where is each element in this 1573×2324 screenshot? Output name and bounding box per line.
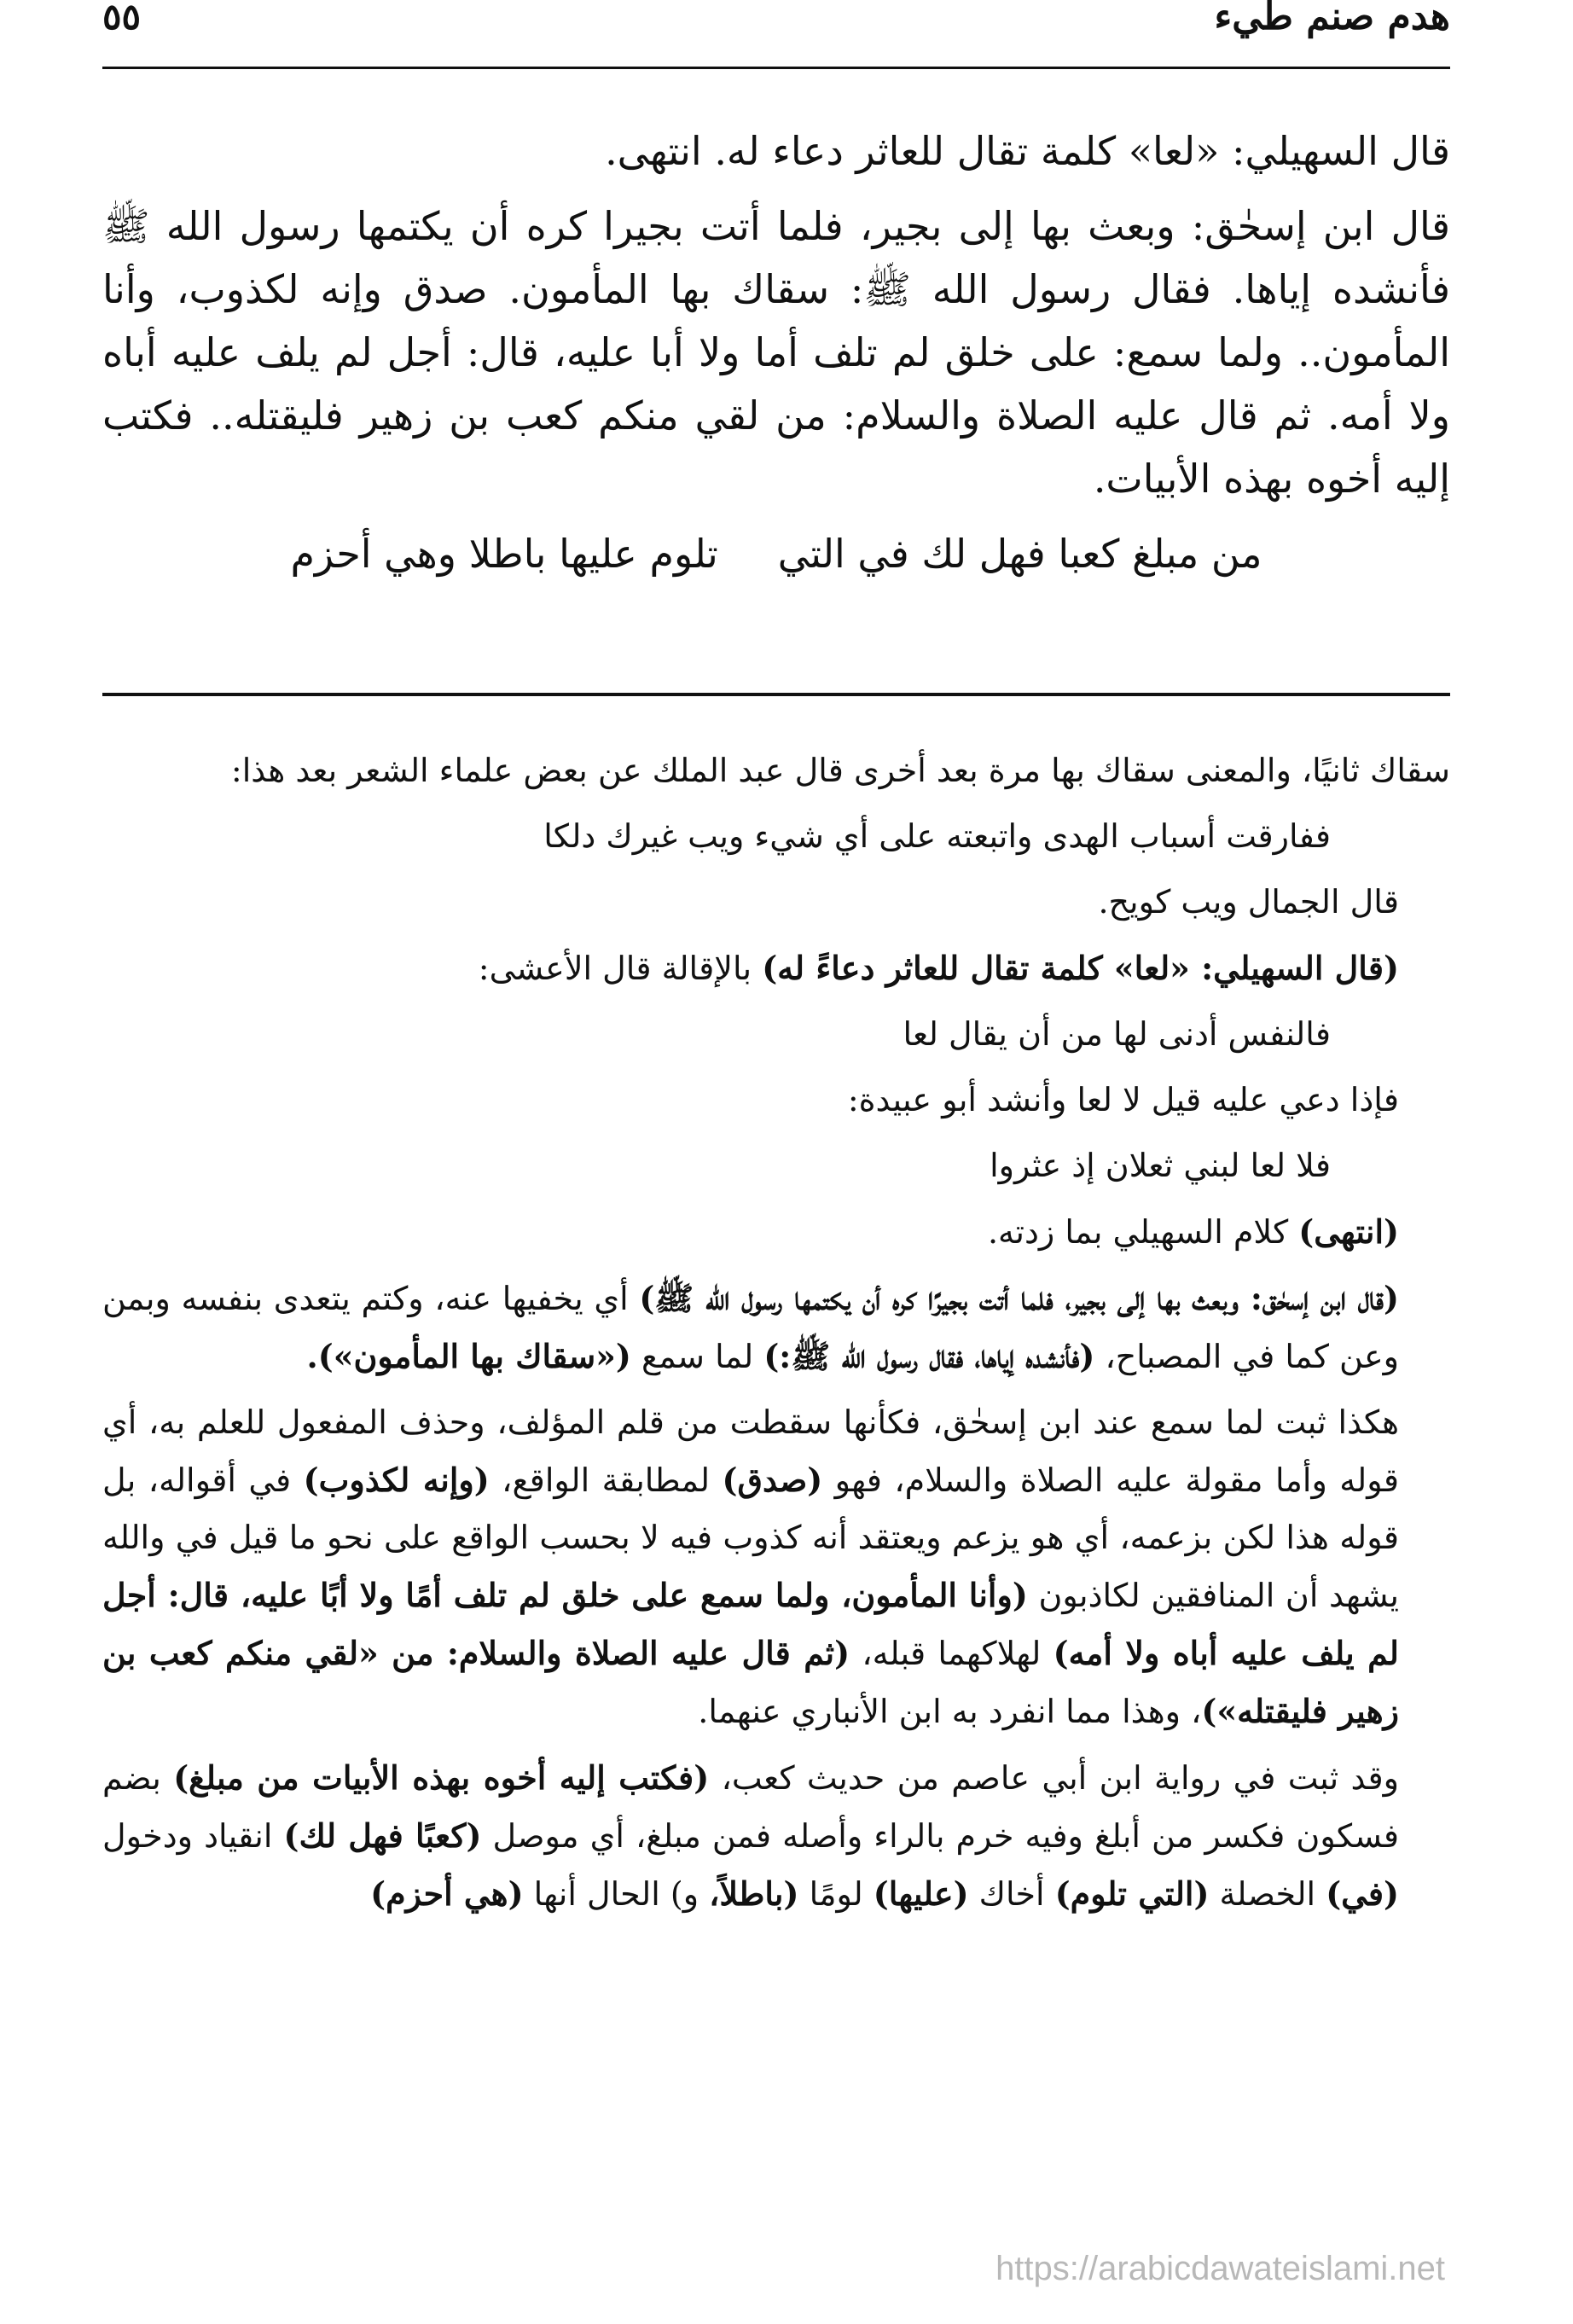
commentary-text-run: لومًا <box>798 1875 874 1913</box>
footnote-separator <box>102 693 1450 696</box>
commentary-paragraph-3 <box>102 939 1450 997</box>
quoted-text: (ثم قال عليه الصلاة والسلام: من «لقي منكم كعب بن زهير فليقتله») <box>102 1634 1399 1730</box>
commentary-text-run: وقد ثبت في رواية ابن أبي عاصم من حديث كعب، <box>709 1759 1399 1797</box>
quoted-text: (فكتب إليه أخوه بهذه الأبيات من مبلغ) <box>173 1758 710 1797</box>
quoted-text: (انتهى) <box>1298 1212 1399 1251</box>
commentary-verse-1: ففارقت أسباب الهدى واتبعته على أي شيء ويب غيرك دلكا <box>543 817 1331 855</box>
commentary-text-run: في أقواله، بل قوله هذا لكن بزعمه، أي هو يزعم ويعتقد أنه كذوب فيه لا بحسب الواقع على نحو ما قيل في والله يشهد أن المنافقين لكاذبون <box>102 1461 1399 1614</box>
verse-second-hemistich: تلوم عليها باطلا وهي أحزم <box>290 531 718 577</box>
commentary-text-run: بضم فسكون فكسر من أبلغ وفيه خرم بالراء وأصله فمن مبلغ، أي موصل <box>102 1759 1399 1855</box>
page-header <box>102 0 1450 51</box>
commentary-paragraph-8 <box>102 1749 1450 1923</box>
quoted-text: (هي أحزم) <box>370 1874 524 1913</box>
commentary-paragraph-2: قال الجمال ويب كويح. <box>1098 883 1399 921</box>
quoted-text: (قال ابن إسحٰق: وبعث بها إلى بجير، فلما أتت بجيرًا كره أن يكتمها رسول الله ﷺ) <box>639 1279 1399 1317</box>
quoted-text: (فأنشده إياها، فقال رسول الله ﷺ:) <box>763 1337 1095 1375</box>
commentary-text-run: كلام السهيلي بما زدته. <box>987 1213 1299 1251</box>
watermark-url: https://arabicdawateislami.net <box>995 2250 1445 2287</box>
quoted-text: (كعبًا فهل لك) <box>283 1816 482 1855</box>
commentary-text-run: هكذا ثبت لما سمع عند ابن إسحٰق، فكأنها سقطت من قلم المؤلف، وحذف المفعول للعلم به، أي قوله وأما مقولة عليه الصلاة والسلام، فهو <box>102 1403 1400 1499</box>
commentary-text-run: أي يخفيها عنه، وكتم يتعدى بنفسه وبمن وعن كما في المصباح، <box>102 1280 1399 1375</box>
quoted-text: (قال السهيلي: «لعا» كلمة تقال للعاثر دعاءً له) <box>762 949 1399 987</box>
commentary-text-run: لما سمع <box>630 1338 764 1375</box>
page-number: ٥٥ <box>102 0 142 38</box>
quoted-text: («سقاك بها المأمون»). <box>306 1337 631 1375</box>
quoted-text: (في) <box>1326 1874 1399 1913</box>
main-paragraph-1: قال السهيلي: «لعا» كلمة تقال للعاثر دعاء له. انتهى. <box>605 128 1450 174</box>
commentary-text-run: ، وهذا مما انفرد به ابن الأنباري عنهما. <box>698 1693 1202 1730</box>
commentary-paragraph-4: فإذا دعي عليه قيل لا لعا وأنشد أبو عبيدة: <box>847 1081 1399 1118</box>
commentary-paragraph-5 <box>102 1203 1450 1261</box>
quoted-text: (باطلاً، <box>709 1874 799 1913</box>
verse-first-hemistich: من مبلغ كعبا فهل لك في التي <box>777 531 1262 577</box>
quoted-text: (وإنه لكذوب) <box>303 1461 490 1499</box>
commentary-paragraph-7 <box>102 1394 1450 1740</box>
commentary-paragraph-1: سقاك ثانيًا، والمعنى سقاك بها مرة بعد أخرى قال عبد الملك عن بعض علماء الشعر بعد هذا: <box>230 752 1450 789</box>
commentary-paragraph-6 <box>102 1269 1450 1386</box>
commentary-text-run: أخاك <box>968 1875 1055 1913</box>
main-paragraph-2: قال ابن إسحٰق: وبعث بها إلى بجير، فلما أتت بجيرا كره أن يكتمها رسول الله ﷺ فأنشده إياها. فقال رسول الله ﷺ: سقاك بها المأمون. صدق وإنه لكذوب، وأنا المأمون.. ولما سمع: على خلق لم تلف أما ولا أبا عليه، قال: أجل لم يلف عليه أباه ولا أمه. ثم قال عليه الصلاة والسلام: من لقي منكم كعب بن زهير فليقتله.. فكتب إليه أخوه بهذه الأبيات. <box>102 203 1450 502</box>
commentary-text <box>102 742 1450 1932</box>
commentary-verse-3: فلا لعا لبني ثعلان إذ عثروا <box>990 1147 1331 1184</box>
quoted-text: (صدق) <box>722 1461 823 1499</box>
commentary-text-run: الخصلة <box>1209 1875 1326 1913</box>
quoted-text: (وأنا المأمون، ولما سمع على خلق لم تلف أمًا ولا أبًا عليه، قال: أجل لم يلف عليه أباه ولا أمه) <box>102 1576 1400 1672</box>
running-title: هدم صنم طيء <box>1214 0 1450 38</box>
quoted-text: (التي تلوم) <box>1054 1874 1210 1913</box>
commentary-text-run: انقياد ودخول <box>102 1817 284 1855</box>
header-rule <box>102 67 1450 69</box>
main-verse <box>102 522 1450 585</box>
commentary-text-run: لمطابقة الواقع، <box>489 1461 723 1499</box>
commentary-text-run: لهلاكهما قبله، <box>850 1635 1054 1672</box>
main-text <box>102 119 1450 585</box>
commentary-verse-2: فالنفس أدنى لها من أن يقال لعا <box>903 1015 1331 1053</box>
commentary-text-run: بالإقالة قال الأعشى: <box>478 950 763 987</box>
commentary-text-run: و) الحال أنها <box>523 1875 710 1913</box>
quoted-text: (عليها) <box>873 1874 969 1913</box>
